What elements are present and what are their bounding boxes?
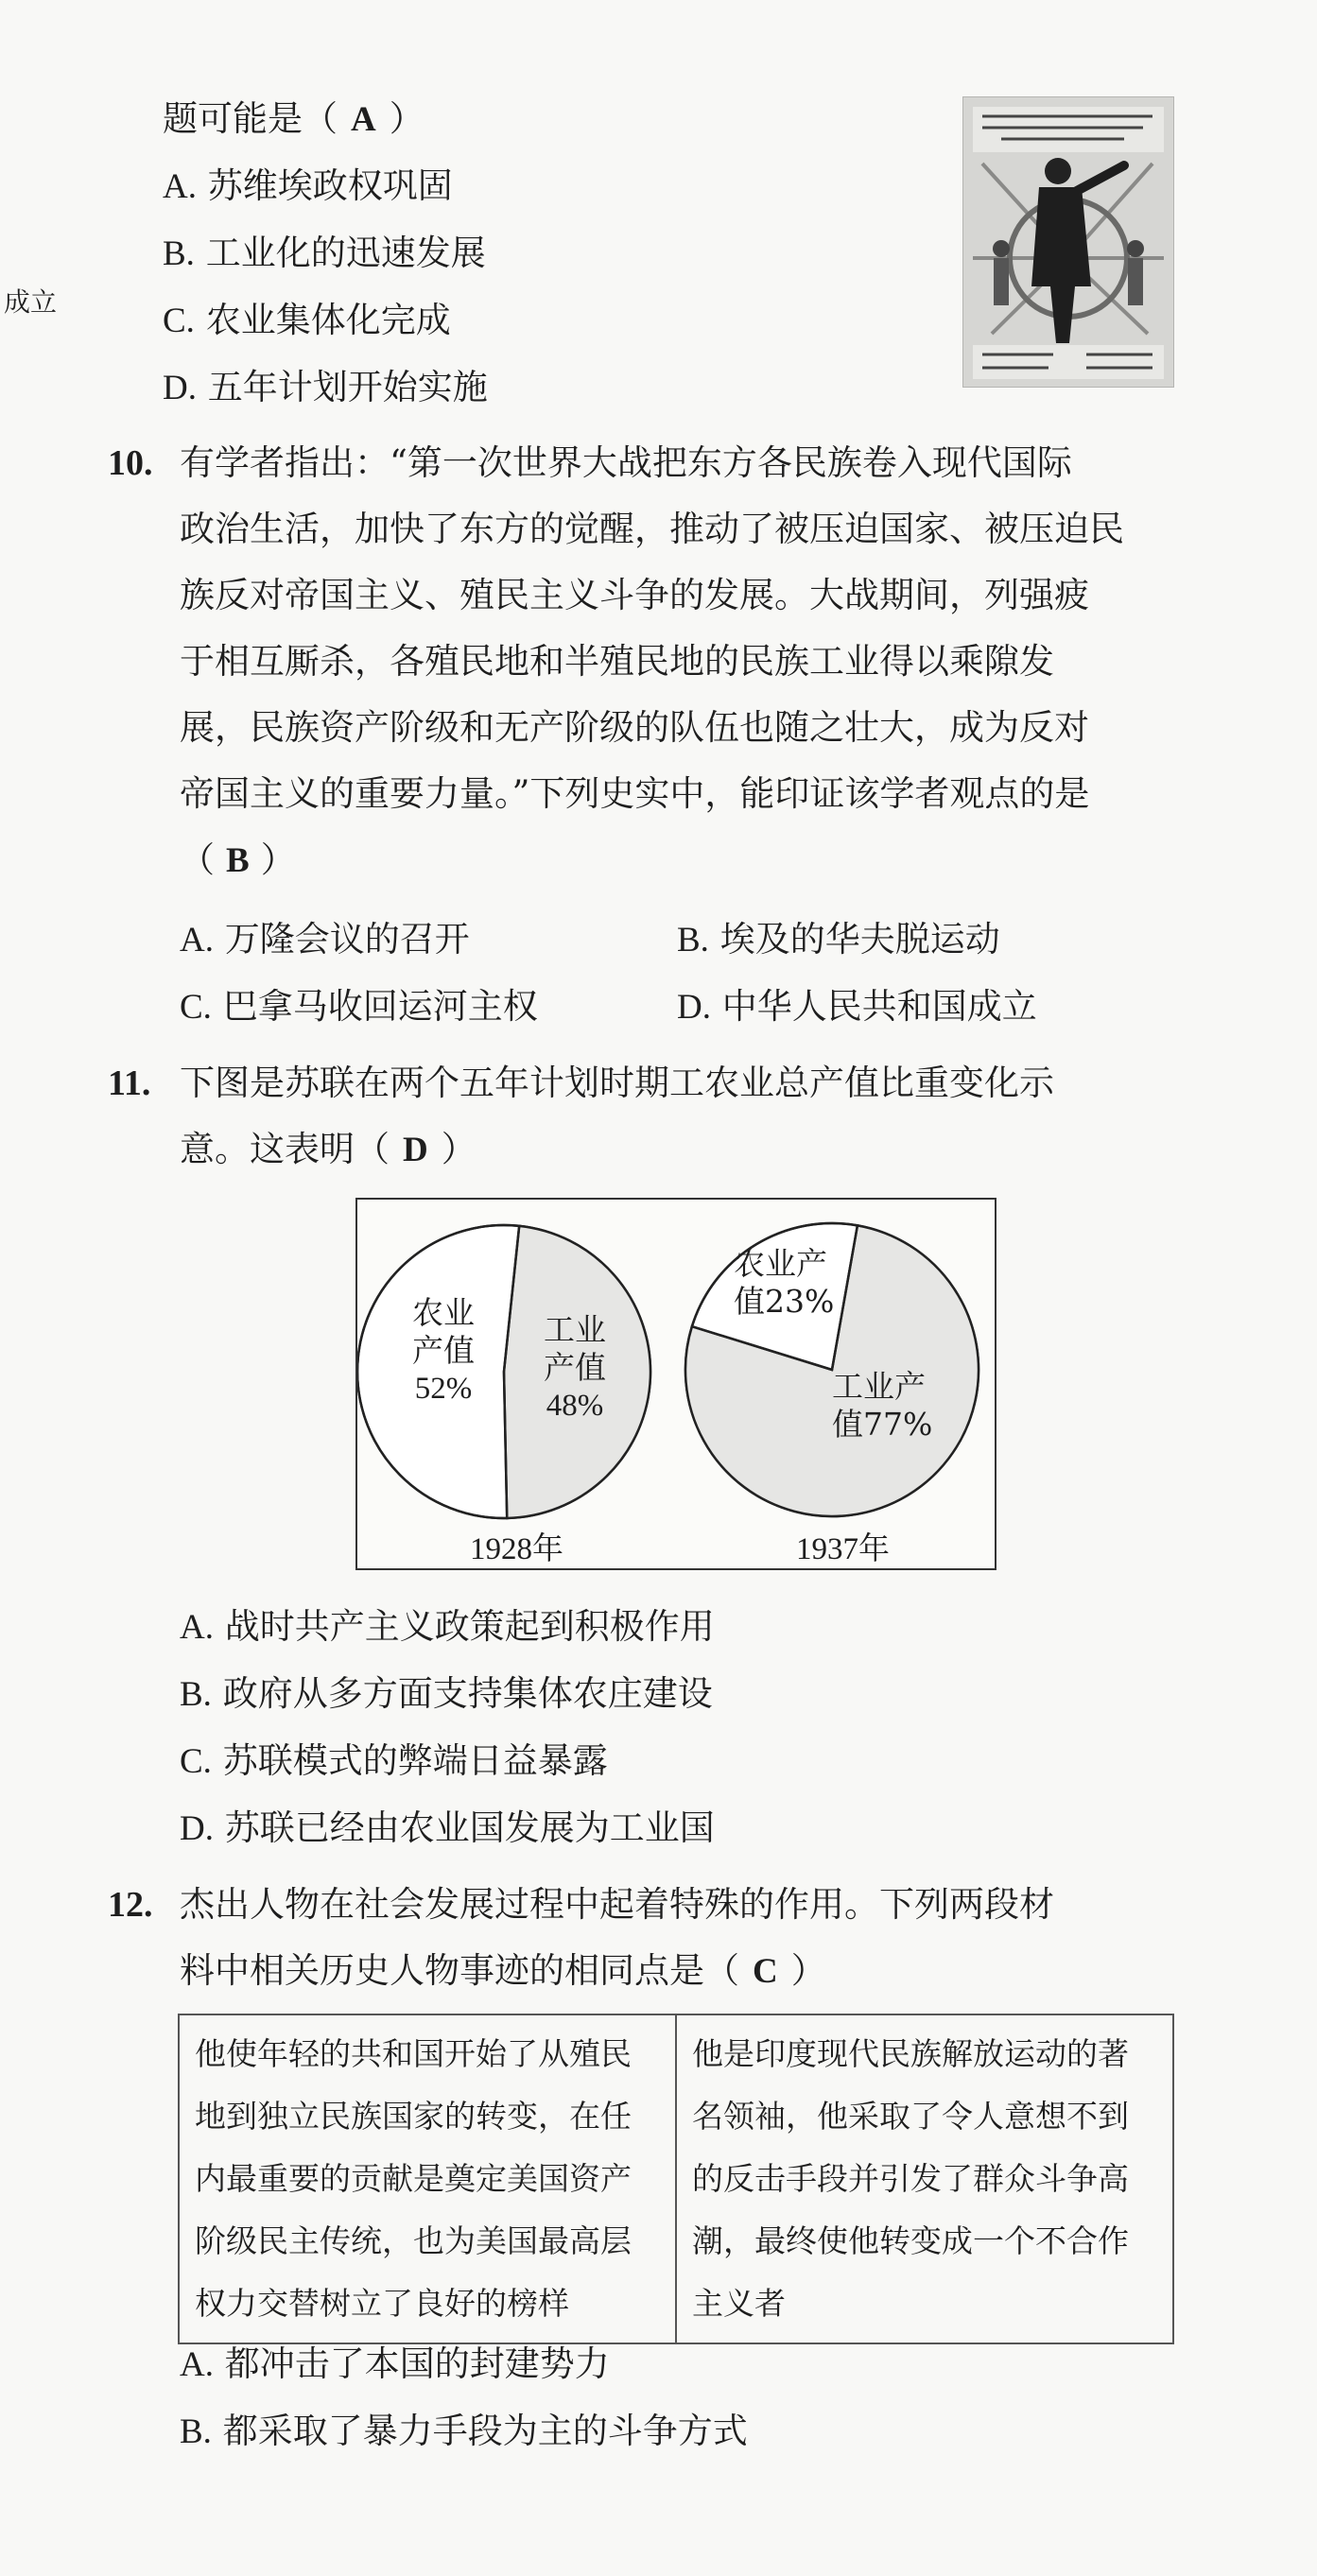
q9-answer: A	[351, 100, 376, 139]
q11-option-c: C. 苏联模式的弊端日益暴露	[180, 1740, 608, 1781]
q9-option-a: A. 苏维埃政权巩固	[163, 165, 453, 206]
q10-line-6: 帝国主义的重要力量。”下列史实中，能印证该学者观点的是	[180, 773, 1090, 814]
pie-1937-year: 1937年	[796, 1532, 890, 1566]
pie-1937-label-industry: 工业产 值77%	[832, 1368, 933, 1443]
material-left: 他使年轻的共和国开始了从殖民地到独立民族国家的转变，在任内最重要的贡献是奠定美国资产阶级民主传统，也为美国最高层权力交替树立了良好的榜样	[179, 2014, 676, 2343]
q11-option-d: D. 苏联已经由农业国发展为工业国	[180, 1807, 715, 1848]
q10-line-1: 有学者指出：“第一次世界大战把东方各民族卷入现代国际	[180, 442, 1072, 483]
q11-number: 11.	[108, 1063, 151, 1103]
q12-option-a: A. 都冲击了本国的封建势力	[180, 2343, 610, 2384]
q11-answer: D	[403, 1131, 428, 1169]
q11-option-b: B. 政府从多方面支持集体农庄建设	[180, 1673, 713, 1714]
materials-table	[178, 2014, 1174, 2344]
q11-line-1: 下图是苏联在两个五年计划时期工农业总产值比重变化示	[180, 1063, 1054, 1103]
q10-option-c: C. 巴拿马收回运河主权	[180, 986, 538, 1027]
side-note: 成立	[4, 286, 58, 318]
q10-option-b: B. 埃及的华夫脱运动	[677, 919, 1000, 960]
pie-chart-figure	[355, 1198, 996, 1570]
q12-answer: C	[753, 1952, 778, 1991]
q12-line-1: 杰出人物在社会发展过程中起着特殊的作用。下列两段材	[180, 1884, 1054, 1925]
q10-line-2: 政治生活，加快了东方的觉醒，推动了被压迫国家、被压迫民	[180, 509, 1124, 549]
q12-line-2: 料中相关历史人物事迹的相同点是（ C ）	[180, 1950, 826, 1991]
q9-close: ）	[389, 98, 425, 139]
q10-line-3: 族反对帝国主义、殖民主义斗争的发展。大战期间，列强疲	[180, 575, 1089, 615]
q10-number: 10.	[108, 443, 153, 483]
q10-line-5: 展，民族资产阶级和无产阶级的队伍也随之壮大，成为反对	[180, 707, 1089, 748]
pie-1928-label-agriculture: 农业 产值 52%	[412, 1294, 475, 1406]
soviet-poster-image	[962, 96, 1174, 388]
q12-number: 12.	[108, 1885, 153, 1925]
q12-option-b: B. 都采取了暴力手段为主的斗争方式	[180, 2411, 748, 2451]
q11-option-a: A. 战时共产主义政策起到积极作用	[180, 1606, 715, 1647]
q10-answer-line: （ B ）	[180, 839, 296, 880]
q9-stem-tail	[163, 95, 425, 144]
material-right: 他是印度现代民族解放运动的著名领袖，他采取了令人意想不到的反击手段并引发了群众斗争高潮，最终使他转变成一个不合作主义者	[676, 2014, 1173, 2343]
pie-1928-year: 1928年	[470, 1532, 563, 1566]
q10-option-d: D. 中华人民共和国成立	[677, 986, 1037, 1027]
q9-stem: 题可能是（	[163, 98, 338, 139]
q9-option-b: B. 工业化的迅速发展	[163, 233, 486, 273]
q10-line-4: 于相互厮杀，各殖民地和半殖民地的民族工业得以乘隙发	[180, 641, 1054, 682]
pie-1928-label-industry: 工业 产值 48%	[544, 1311, 606, 1423]
q11-line-2: 意。这表明（ D ）	[180, 1129, 477, 1169]
q10-option-a: A. 万隆会议的召开	[180, 919, 470, 960]
q10-answer: B	[226, 841, 250, 880]
q9-option-c: C. 农业集体化完成	[163, 300, 451, 340]
q9-option-d: D. 五年计划开始实施	[163, 367, 488, 407]
pie-1937-label-agriculture: 农业产 值23%	[734, 1245, 835, 1320]
